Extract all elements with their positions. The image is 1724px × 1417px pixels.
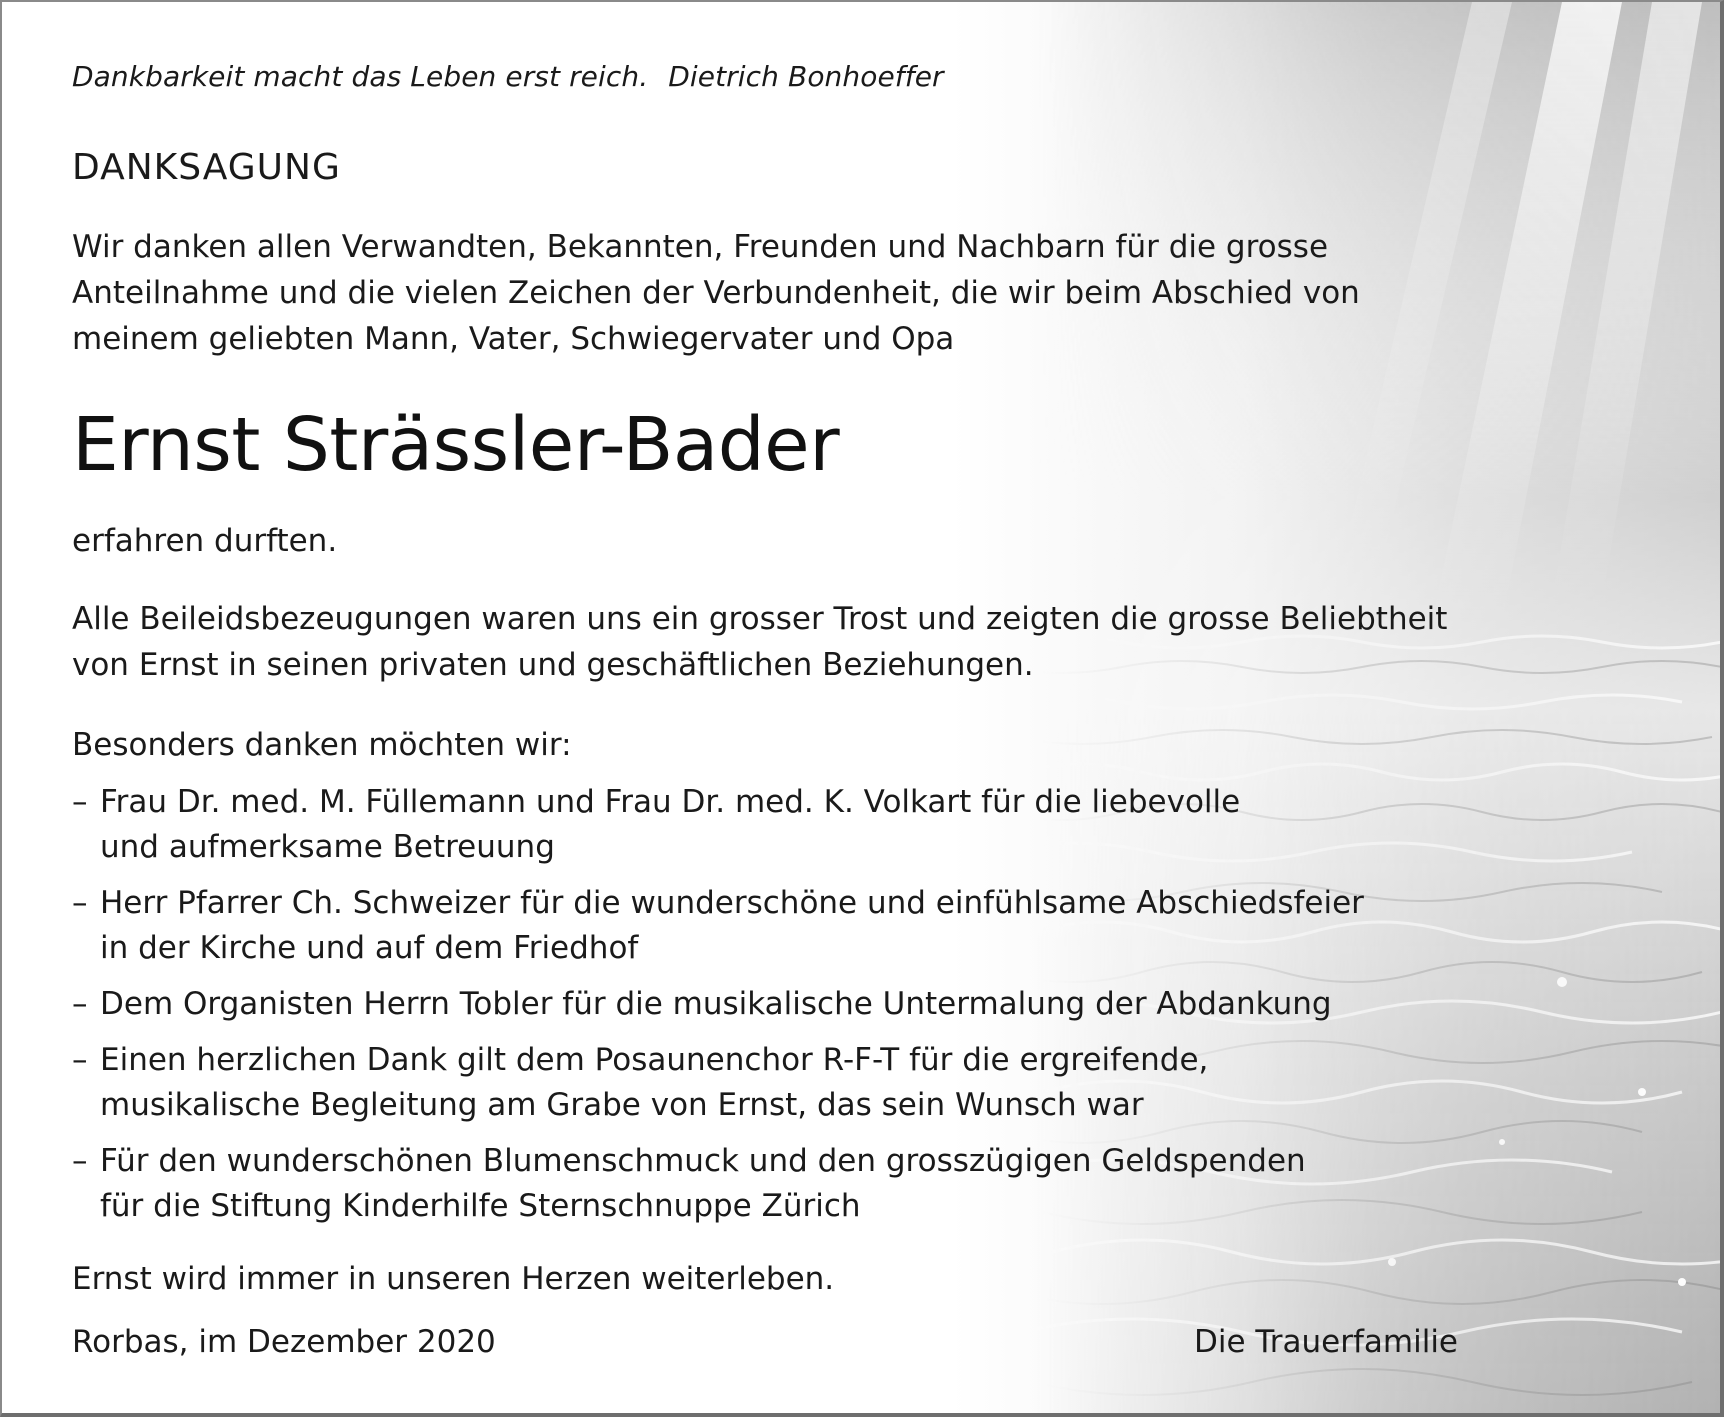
condolences-line: von Ernst in seinen privaten und geschäftlichen Beziehungen. — [72, 647, 1034, 683]
list-item — [72, 982, 1364, 1027]
condolences-line: Alle Beileidsbezeugungen waren uns ein grosser Trost und zeigten die grosse Beliebtheit — [72, 601, 1448, 637]
list-item-line: Für den wunderschönen Blumenschmuck und den grosszügigen Geldspenden — [100, 1143, 1306, 1179]
intro-line: meinem geliebten Mann, Vater, Schwiegervater und Opa — [72, 321, 955, 357]
dash-bullet: – — [72, 784, 88, 820]
intro-line: Wir danken allen Verwandten, Bekannten, Freunden und Nachbarn für die grosse — [72, 229, 1329, 265]
place-date: Rorbas, im Dezember 2020 — [72, 1324, 496, 1360]
thanks-intro: Besonders danken möchten wir: — [72, 727, 572, 763]
condolences-paragraph — [72, 596, 1447, 688]
list-item-line: Frau Dr. med. M. Füllemann und Frau Dr. med. K. Volkart für die liebevolle — [100, 784, 1241, 820]
heading: DANKSAGUNG — [72, 147, 341, 188]
dash-bullet: – — [72, 986, 88, 1022]
quote-text: Dankbarkeit macht das Leben erst reich. — [72, 60, 649, 93]
list-item-line: musikalische Begleitung am Grabe von Ernst, das sein Wunsch war — [100, 1087, 1144, 1123]
deceased-name: Ernst Strässler-Bader — [72, 402, 840, 488]
dash-bullet: – — [72, 1143, 88, 1179]
quote-author: Dietrich Bonhoeffer — [668, 60, 944, 93]
list-item-line: in der Kirche und auf dem Friedhof — [100, 930, 639, 966]
list-item-line: für die Stiftung Kinderhilfe Sternschnuppe Zürich — [100, 1188, 861, 1224]
intro-paragraph — [72, 224, 1360, 362]
dash-bullet: – — [72, 1042, 88, 1078]
list-item — [72, 1139, 1364, 1229]
list-item-line: Dem Organisten Herrn Tobler für die musikalische Untermalung der Abdankung — [100, 986, 1332, 1022]
thanks-list — [72, 780, 1364, 1240]
list-item — [72, 780, 1364, 870]
closing-text: Ernst wird immer in unseren Herzen weiterleben. — [72, 1261, 835, 1297]
dash-bullet: – — [72, 885, 88, 921]
intro-line: Anteilnahme und die vielen Zeichen der Verbundenheit, die wir beim Abschied von — [72, 275, 1360, 311]
after-name-text: erfahren durften. — [72, 523, 338, 559]
list-item — [72, 881, 1364, 971]
list-item-line: und aufmerksame Betreuung — [100, 829, 555, 865]
list-item-line: Einen herzlichen Dank gilt dem Posaunenchor R-F-T für die ergreifende, — [100, 1042, 1209, 1078]
list-item — [72, 1038, 1364, 1128]
list-item-line: Herr Pfarrer Ch. Schweizer für die wunderschöne und einfühlsame Abschiedsfeier — [100, 885, 1364, 921]
signature: Die Trauerfamilie — [1193, 1324, 1458, 1360]
quote — [72, 60, 944, 93]
